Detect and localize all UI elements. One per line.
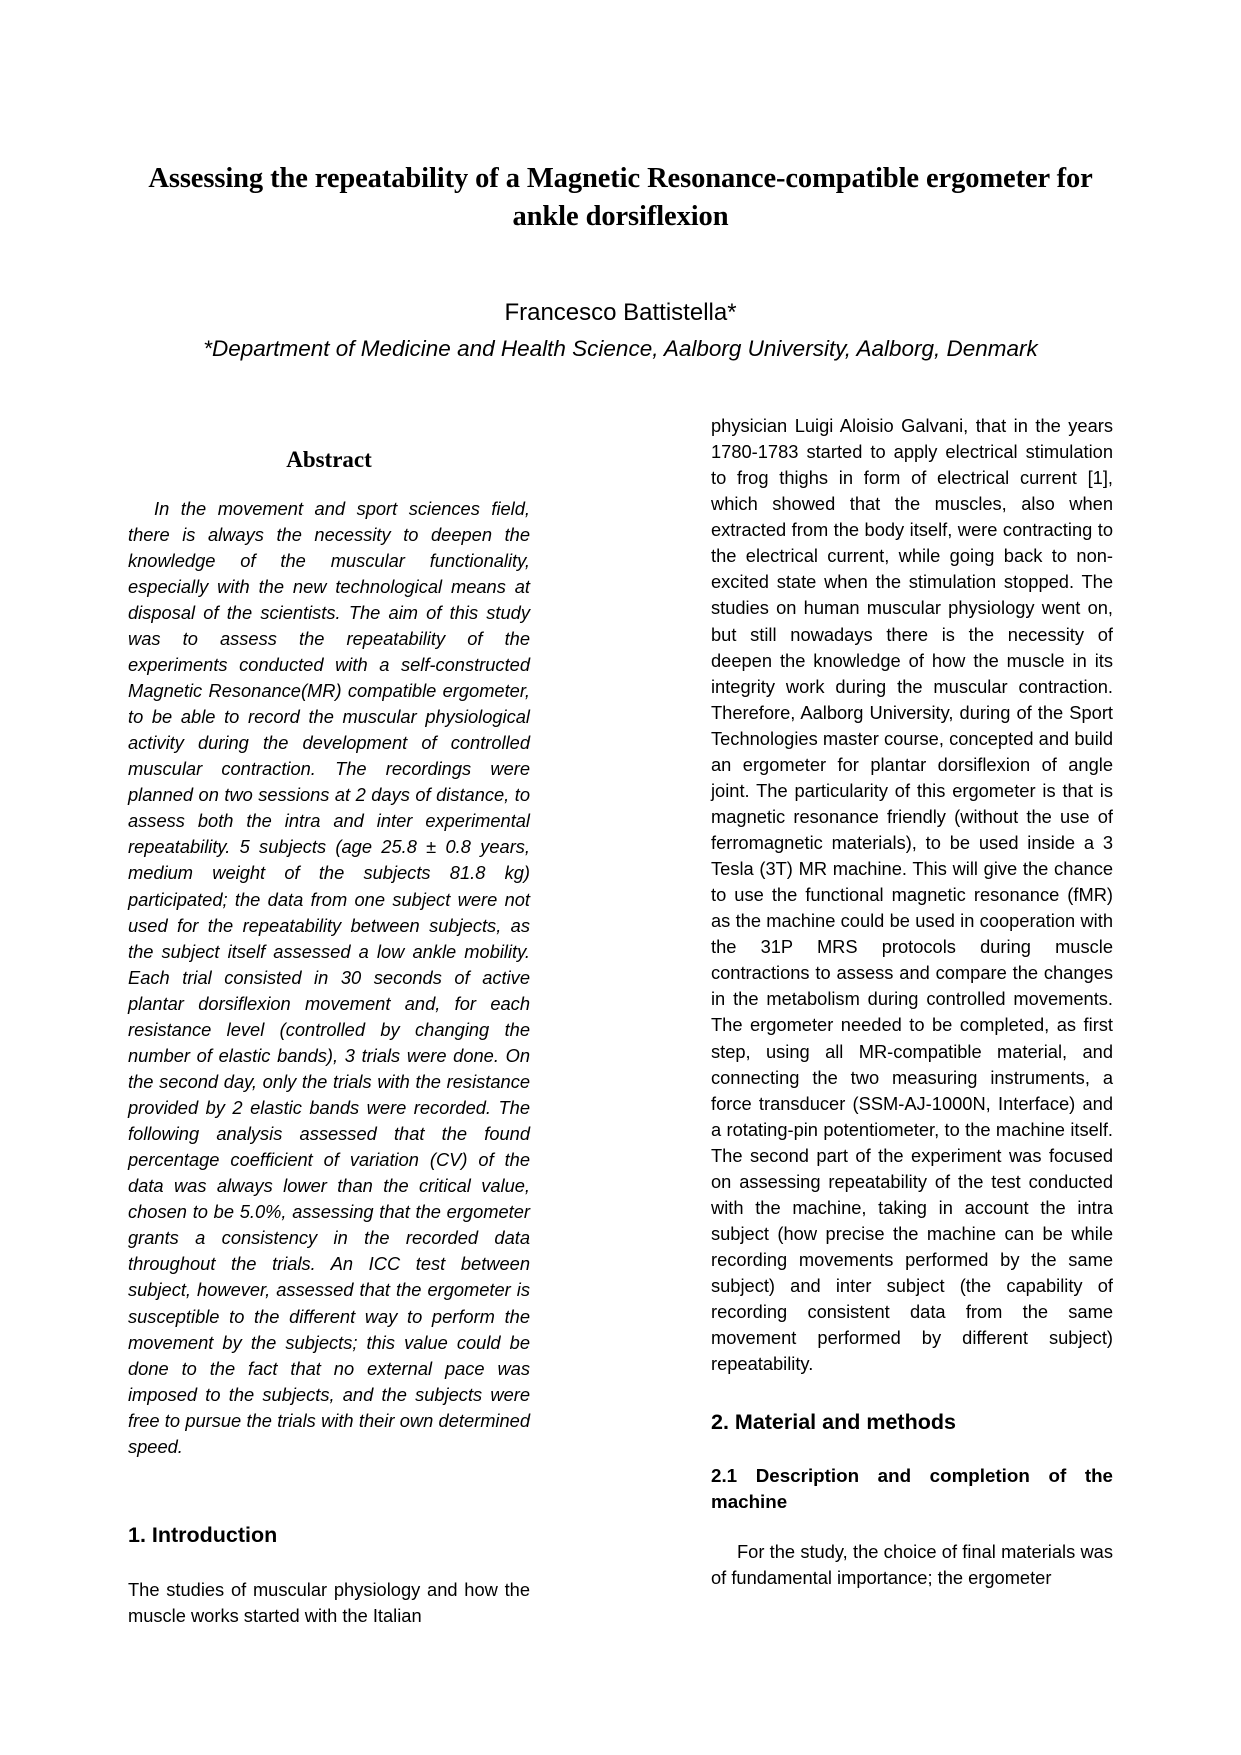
introduction-paragraph: The studies of muscular physiology and how the muscle works started with the Italian <box>128 1578 530 1626</box>
abstract-heading: Abstract <box>286 447 372 472</box>
spacer-after-materials-heading <box>711 1437 1113 1463</box>
section-heading-introduction: 1. Introduction <box>128 1522 278 1547</box>
author-name: Francesco Battistella* <box>504 299 737 327</box>
spacer-after-introduction-heading <box>128 1550 530 1577</box>
two-column-body <box>128 413 1113 1703</box>
left-column <box>128 413 530 1703</box>
author-block <box>128 297 1113 364</box>
spacer-before-materials <box>711 1377 1113 1409</box>
spacer-before-introduction <box>128 1460 530 1522</box>
introduction-continued-paragraph: physician Luigi Aloisio Galvani, that in the years 1780-1783 started to apply electrical stimulation to frog thighs in form of electrical current [1], which showed that the muscles, also when extracted from the body itself, were contracting to the electrical current, while going back to non-excited state when the stimulation stopped. The studies on human muscular physiology went on, but still nowadays there is the necessity of deepen the knowledge of how the muscle in its integrity work during the muscular contraction. Therefore, Aalborg University, during of the Sport Technologies master course, concepted and build an ergometer for plantar dorsiflexion of angle joint. The particularity of this ergometer is that is magnetic resonance friendly (without the use of ferromagnetic materials), to be used inside a 3 Tesla (3T) MR machine. This will give the chance to use the functional magnetic resonance (fMR) as the machine could be used in cooperation with the 31P MRS protocols during muscle contractions to assess and compare the changes in the metabolism during controlled movements. The ergometer needed to be completed, as first step, using all MR-compatible material, and connecting the two measuring instruments, a force transducer (SSM-AJ-1000N, Interface) and a rotating-pin potentiometer, to the machine itself. The second part of the experiment was focused on assessing repeatability of the test conducted with the machine, taking in account the intra subject (how precise the machine can be while recording movements performed by the same subject) and inter subject (the capability of recording consistent data from the same movement performed by different subject) repeatability. <box>711 415 1113 1375</box>
subsection-heading-description-and-completion: 2.1 Description and completion of the machine <box>711 1465 1113 1513</box>
paper-header <box>128 160 1113 364</box>
spacer-after-subsection-heading <box>711 1515 1113 1539</box>
author-affiliation: *Department of Medicine and Health Science, Aalborg University, Aalborg, Denmark <box>203 335 1038 361</box>
section-heading-material-and-methods: 2. Material and methods <box>711 1410 956 1435</box>
page-title: Assessing the repeatability of a Magnetic Resonance-compatible ergometer for ankle dorsiflexion <box>148 163 1093 232</box>
subsection-paragraph: For the study, the choice of final materials was of fundamental importance; the ergometer <box>711 1541 1113 1589</box>
abstract-paragraph: In the movement and sport sciences field, there is always the necessity to deepen the knowledge of the muscular functionality, especially with the new technological means at disposal of the scientists. The aim of this study was to assess the repeatability of the experiments conducted with a self-constructed Magnetic Resonance(MR) compatible ergometer, to be able to record the muscular physiological activity during the development of controlled muscular contraction. The recordings were planned on two sessions at 2 days of distance, to assess both the intra and inter experimental repeatability. 5 subjects (age 25.8 ± 0.8 years, medium weight of the subjects 81.8 kg) participated; the data from one subject were not used for the repeatability between subjects, as the subject itself assessed a low ankle mobility. Each trial consisted in 30 seconds of active plantar dorsiflexion movement and, for each resistance level (controlled by changing the number of elastic bands), 3 trials were done. On the second day, only the trials with the resistance provided by 2 elastic bands were recorded. The following analysis assessed that the found percentage coefficient of variation (CV) of the data was always lower than the critical value, chosen to be 5.0%, assessing that the ergometer grants a consistency in the recorded data throughout the trials. An ICC test between subject, however, assessed that the ergometer is susceptible to the different way to perform the movement by the subjects; this value could be done to the fact that no external pace was imposed to the subjects, and the subjects were free to pursue the trials with their own determined speed. <box>128 497 530 1457</box>
right-column <box>711 413 1113 1703</box>
